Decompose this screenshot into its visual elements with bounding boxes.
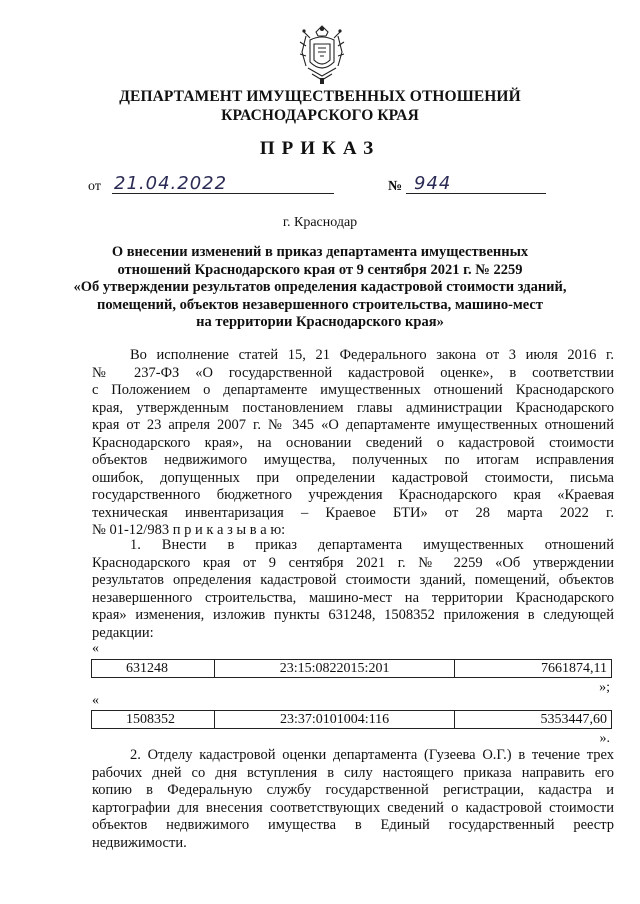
text-line: незавершенного строительства, машино-мест на территории Краснодарского — [92, 589, 614, 606]
title-line: на территории Краснодарского края» — [196, 314, 444, 330]
text-line: ошибок, допущенных при определении кадастровой стоимости, письма — [92, 469, 614, 486]
paragraph-item-1 — [92, 537, 614, 642]
text-line: с Положением о департаменте имущественных отношений Краснодарского — [92, 382, 614, 398]
text-line: объектов недвижимого имущества, полученных по итогам исправления — [92, 452, 614, 468]
order-title — [70, 244, 570, 332]
text-line: края» изменения, изложив пункты 631248, 1508352 приложения в следующей — [92, 607, 614, 623]
text-line: Краснодарского края», на основании сведений о кадастровой стоимости — [92, 434, 614, 451]
city-line: г. Краснодар — [282, 215, 358, 230]
text-line: редакции: — [92, 624, 154, 641]
text-line: № 01-12/983 п р и к а з ы в а ю: — [92, 522, 286, 538]
text-line: объектов недвижимого имущества в Единый государственный реестр — [92, 817, 614, 833]
quote-open-mark: « — [92, 693, 99, 708]
quote-open-mark: « — [92, 641, 99, 656]
item-number-cell: 631248 — [92, 660, 215, 678]
cadastral-number-cell: 23:37:0101004:116 — [215, 711, 454, 729]
title-line: помещений, объектов незавершенного строительства, машино-мест — [97, 296, 543, 313]
text-line: картографии для внесения соответствующих сведений о кадастровой стоимости — [92, 799, 614, 816]
cadastral-value-cell: 5353447,60 — [454, 711, 611, 729]
number-handwritten: 944 — [414, 173, 452, 194]
text-line: рабочих дней со дня вступления в силу настоящего приказа направить его — [92, 764, 614, 781]
text-line: копию в Федеральную службу государственной регистрации, кадастра и — [92, 782, 614, 798]
coat-of-arms-icon — [296, 22, 348, 86]
text-line: государственного бюджетного учреждения Краснодарского края «Краевая — [92, 487, 614, 503]
cadastral-table-2 — [91, 710, 612, 729]
text-line: Краснодарского края от 9 сентября 2021 г. № 2259 «Об утверждении — [92, 554, 614, 571]
table-row — [92, 660, 612, 678]
date-label: от — [88, 179, 101, 194]
text-line: 1. Внести в приказ департамента имущественных отношений — [130, 537, 614, 553]
text-line: края от 23 апреля 2007 г. № 345 «О департаменте имущественных отношений — [92, 417, 614, 433]
text-line: № 237-ФЗ «О государственной кадастровой оценке», в соответствии — [92, 364, 614, 381]
text-line: результатов определения кадастровой стоимости зданий, помещений, объектов — [92, 572, 614, 588]
text-line: техническая инвентаризация – Краевое БТИ» от 28 марта 2022 г. — [92, 504, 614, 521]
title-line: «Об утверждении результатов определения кадастровой стоимости зданий, — [73, 279, 567, 295]
table-row — [92, 711, 612, 729]
quote-close-mark: ». — [599, 731, 610, 746]
item-number-cell: 1508352 — [92, 711, 215, 729]
text-line: края, утвержденным постановлением главы администрации Краснодарского — [92, 399, 614, 416]
text-line: Во исполнение статей 15, 21 Федерального закона от 3 июля 2016 г. — [130, 347, 614, 363]
number-label: № — [388, 179, 403, 194]
quote-close-mark: »; — [599, 680, 610, 695]
text-line: 2. Отделу кадастровой оценки департамента (Гузеева О.Г.) в течение трех — [130, 747, 614, 763]
cadastral-table-1 — [91, 659, 612, 678]
document-type-heading: ПРИКАЗ — [259, 138, 381, 159]
paragraph-item-2 — [92, 747, 614, 852]
paragraph-preamble — [92, 347, 614, 540]
text-line: недвижимости. — [92, 834, 187, 851]
department-name-line1: ДЕПАРТАМЕНТ ИМУЩЕСТВЕННЫХ ОТНОШЕНИЙ — [119, 88, 521, 105]
cadastral-value-cell: 7661874,11 — [454, 660, 611, 678]
date-handwritten: 21.04.2022 — [114, 173, 228, 194]
cadastral-number-cell: 23:15:0822015:201 — [215, 660, 454, 678]
department-name-line2: КРАСНОДАРСКОГО КРАЯ — [221, 107, 419, 124]
title-line: О внесении изменений в приказ департамента имущественных — [111, 244, 529, 260]
date-number-row — [88, 175, 558, 197]
title-line: отношений Краснодарского края от 9 сентября 2021 г. № 2259 — [117, 261, 523, 278]
